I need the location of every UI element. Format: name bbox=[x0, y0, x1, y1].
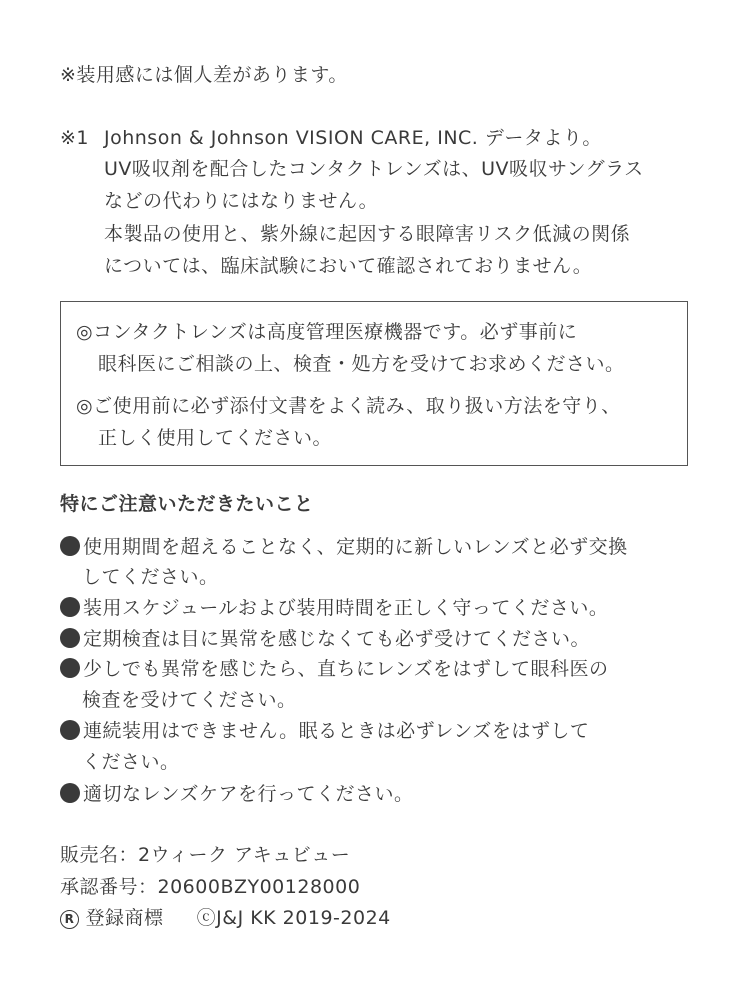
footnote-line-4: 本製品の使用と、紫外線に起因する眼障害リスク低減の関係 bbox=[104, 223, 631, 245]
bullet-icon bbox=[60, 628, 80, 648]
caution-item-text: 装用スケジュールおよび装用時間を正しく守ってください。 bbox=[83, 597, 609, 619]
sales-name: 販売名：2ウィーク アキュビュー bbox=[60, 844, 351, 866]
copyright-text: ⓒJ&J KK 2019-2024 bbox=[196, 907, 391, 929]
bullet-icon bbox=[60, 597, 80, 617]
footnote-line-3: などの代わりにはなりません。 bbox=[104, 190, 379, 212]
caution-item-1-cont: してください。 bbox=[82, 566, 219, 588]
footnote-line-2: UV吸収剤を配合したコンタクトレンズは、UV吸収サングラス bbox=[104, 158, 644, 180]
top-note: ※装用感には個人差があります。 bbox=[60, 64, 348, 86]
caution-item-5-cont: ください。 bbox=[82, 751, 180, 773]
caution-item-4-cont: 検査を受けてください。 bbox=[82, 689, 297, 711]
approval-number: 承認番号：20600BZY00128000 bbox=[60, 876, 361, 898]
trademark-label: 登録商標 bbox=[85, 907, 164, 929]
caution-item-4 bbox=[60, 657, 608, 681]
bullet-icon bbox=[60, 783, 80, 803]
notice-item-2-line-2: 正しく使用してください。 bbox=[98, 427, 333, 449]
registered-mark-icon: R bbox=[60, 910, 79, 929]
caution-item-6 bbox=[60, 782, 413, 806]
caution-item-2 bbox=[60, 596, 608, 620]
notice-item-1-line-1: ◎コンタクトレンズは高度管理医療機器です。必ず事前に bbox=[76, 321, 578, 343]
caution-item-text: 連続装用はできません。眠るときは必ずレンズをはずして bbox=[83, 720, 590, 742]
caution-item-text: 使用期間を超えることなく、定期的に新しいレンズと必ず交換 bbox=[83, 536, 628, 558]
footnote-line-1: Johnson & Johnson VISION CARE, INC. データより。 bbox=[104, 127, 602, 149]
caution-item-3 bbox=[60, 627, 590, 651]
notice-item-2-line-1: ◎ご使用前に必ず添付文書をよく読み、取り扱い方法を守り、 bbox=[76, 395, 621, 417]
caution-item-text: 少しでも異常を感じたら、直ちにレンズをはずして眼科医の bbox=[83, 658, 609, 680]
caution-item-5 bbox=[60, 719, 589, 743]
cautions-heading: 特にご注意いただきたいこと bbox=[60, 493, 314, 515]
trademark-line bbox=[60, 906, 391, 930]
footnote-line-5: については、臨床試験において確認されておりません。 bbox=[104, 255, 593, 277]
bullet-icon bbox=[60, 720, 80, 740]
notice-item-1-line-2: 眼科医にご相談の上、検査・処方を受けてお求めください。 bbox=[98, 353, 625, 375]
caution-item-text: 定期検査は目に異常を感じなくても必ず受けてください。 bbox=[83, 628, 591, 650]
caution-item-1 bbox=[60, 535, 628, 559]
footnote-marker: ※1 bbox=[60, 127, 90, 149]
bullet-icon bbox=[60, 658, 80, 678]
bullet-icon bbox=[60, 536, 80, 556]
caution-item-text: 適切なレンズケアを行ってください。 bbox=[83, 783, 414, 805]
